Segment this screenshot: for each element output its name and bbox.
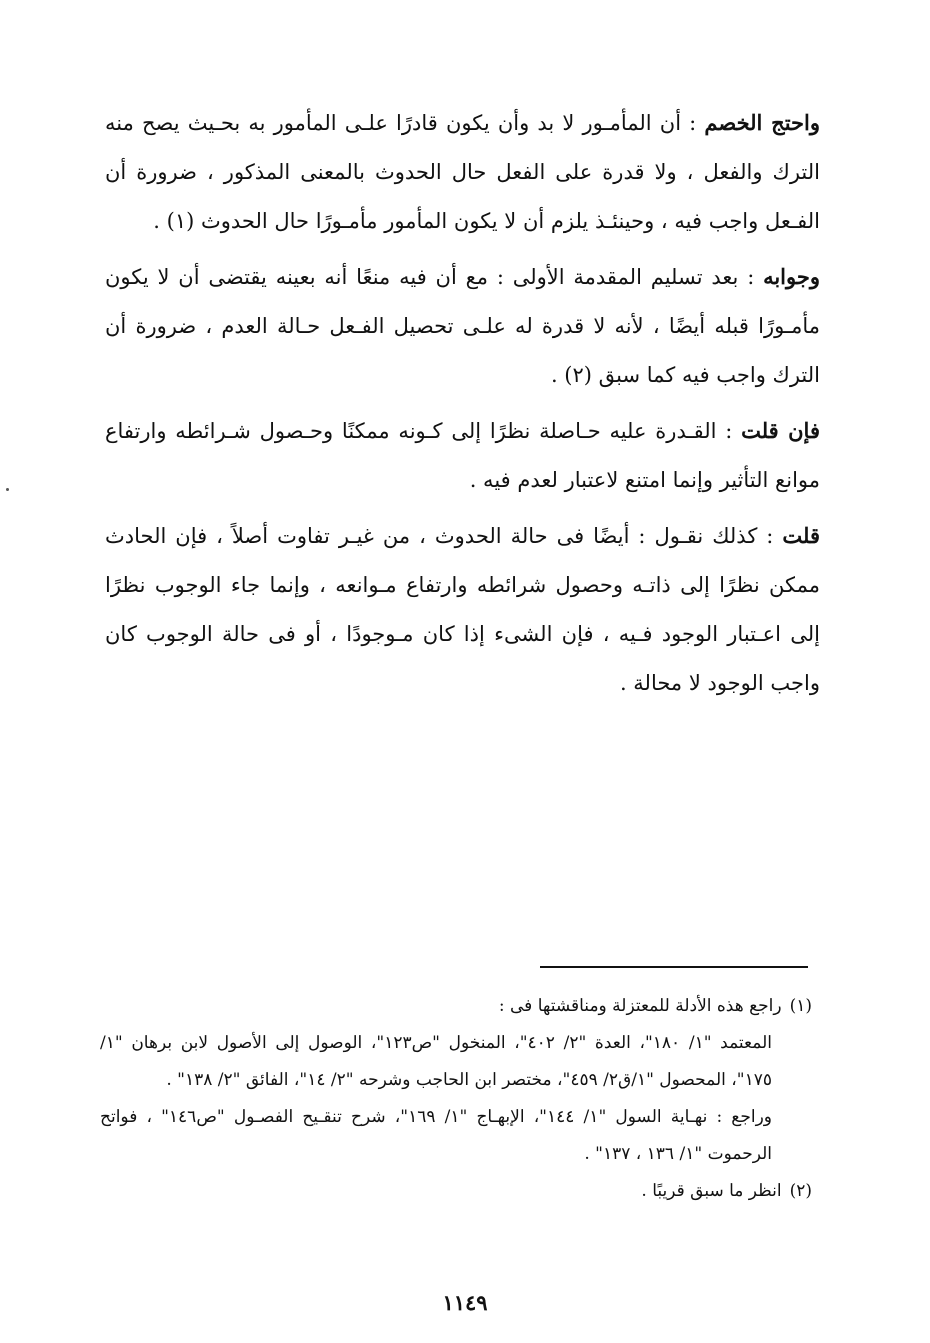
paragraph-text: : أن المأمـور لا بد وأن يكون قادرًا علـى المأمور به بحـيث يصح منه الترك والفعل ، ولا قدرة على الفعل حال الحدوث بالمعنى المذكور ، ضرورة أن الفـعل واجب فيه ، وحينئـذ يلزم أن لا يكون المأمور مأمـورًا حال الحدوث (١) . [105,111,820,233]
paragraph-text: : بعد تسليم المقدمة الأولى : مع أن فيه منعًا أنه بعينه يقتضى أن لا يكون مأمـورًا قبله أيضًا ، لأنه لا قدرة له علـى تحصيل الفـعل حـالة العدم ، ضرورة أن الترك واجب فيه كما سبق (٢) . [105,265,820,387]
paragraph-objection [105,406,820,505]
footnote-text: وراجع : نهـاية السول "١/ ١٤٤"، الإبهـاج "١/ ١٦٩"، شرح تنقـيح الفصـول "ص١٤٦" ، فواتح الرحموت "١/ ١٣٦ ، ١٣٧" . [100,1107,773,1164]
scan-speck [6,488,9,491]
footnote-text: انظر ما سبق قريبًا . [641,1181,782,1201]
footnote-text: المعتمد "١/ ١٨٠"، العدة "٢/ ٤٠٢"، المنخول "ص١٢٣"، الوصول إلى الأصول لابن برهان "١/ ١٧٥"، المحصول "١/ق٢/ ٤٥٩"، مختصر ابن الحاجب وشرحه "٢/ ١٤"، الفائق "٢/ ١٣٨" . [100,1033,772,1090]
footnote-text: راجع هذه الأدلة للمعتزلة ومناقشتها فى : [498,996,782,1016]
footnote-number: (٢) [789,1181,812,1201]
paragraph-argument [105,98,820,246]
paragraph-lead: قلت [782,523,820,548]
footnote [100,1025,812,1099]
main-text [105,98,820,714]
paragraph-response [105,252,820,400]
paragraph-lead: وجوابه [763,264,820,289]
paragraph-reply [105,511,820,708]
footnote [100,1173,812,1210]
paragraph-lead: فإن قلت [741,418,820,443]
paragraph-text: : كذلك نقـول : أيضًا فى حالة الحدوث ، من غيـر تفاوت أصلاً ، فإن الحادث ممكن نظرًا إلى ذاتـه وحصول شرائطه وارتفاع مـوانعه ، وإنما جاء الوجوب نظرًا إلى اعـتبار الوجود فـيه ، فإن الشىء إذا كان مـوجودًا ، أو فى حالة الوجوب كان واجب الوجود لا محالة . [105,524,820,695]
footnote-number: (١) [789,996,812,1016]
page-number: ١١٤٩ [442,1290,488,1315]
paragraph-text: : القـدرة عليه حـاصلة نظرًا إلى كـونه ممكنًا وحـصول شـرائطه وارتفاع موانع التأثير وإنما امتنع لاعتبار لعدم فيه . [105,419,820,492]
footnote-separator [540,966,808,968]
footnotes [100,988,812,1210]
footnote [100,988,812,1025]
footnote [100,1099,812,1173]
paragraph-lead: واحتج الخصم [704,110,820,135]
